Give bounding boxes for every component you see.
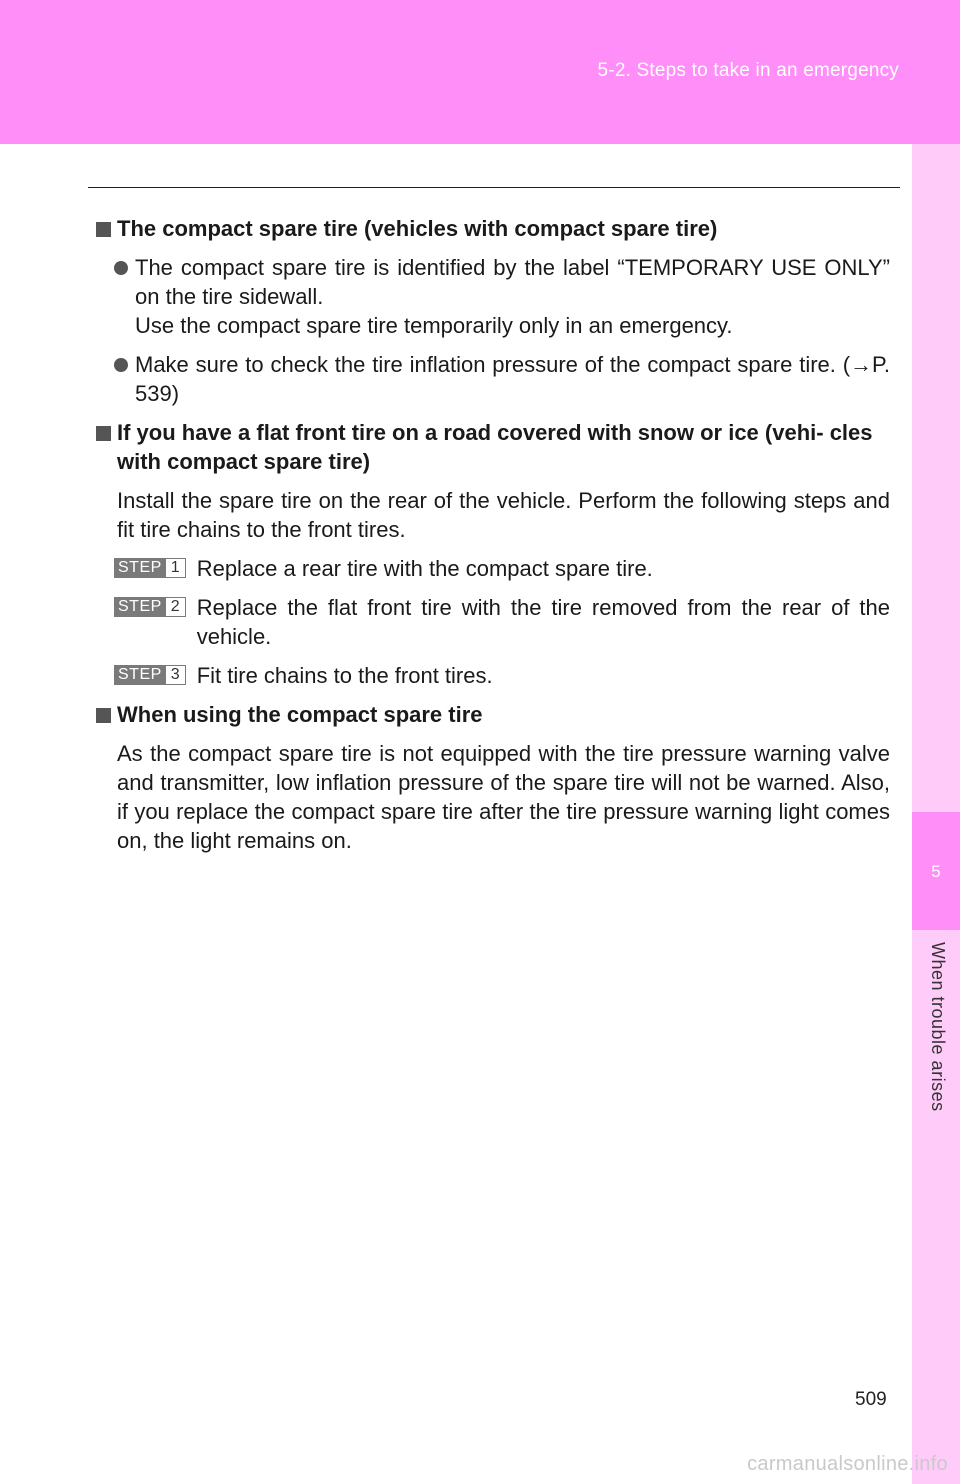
circle-bullet-icon [114,261,128,275]
header-title: 5-2. Steps to take in an emergency [597,60,899,81]
page-content [96,214,890,865]
step-badge [114,597,186,617]
step-text: Replace the flat front tire with the tire removed from the rear of the vehicle. [196,595,890,649]
step-label: STEP [114,597,166,617]
step-number: 3 [166,665,186,685]
step-item-1 [114,554,890,583]
bullet-line: Use the compact spare tire temporarily only in an emergency. [135,313,733,338]
paragraph: As the compact spare tire is not equipped with the tire pressure warning valve and transmitter, low inflation pressure of the spare tire will not be warned. Also, if you replace the compact spare tire after the tire pressure warning light comes on, the light remains on. [117,741,890,853]
step-label: STEP [114,665,166,685]
side-tab-label: When trouble arises [928,942,948,1112]
page-number: 509 [855,1389,887,1410]
square-bullet-icon [96,708,111,723]
section-title-flat-front-tire [96,418,890,476]
square-bullet-icon [96,222,111,237]
step-number: 2 [166,597,186,617]
bullet-item [114,350,890,408]
section-title-compact-spare [96,214,890,243]
section-title-text: If you have a flat front tire on a road covered with snow or ice (vehi- cles with compact spare tire) [117,420,873,474]
paragraph: Install the spare tire on the rear of the vehicle. Perform the following steps and fit tire chains to the front tires. [117,488,890,542]
step-label: STEP [114,558,166,578]
bullet-text [135,253,890,340]
side-tab-number: 5 [931,862,941,881]
section-title-using-compact-spare [96,700,890,729]
step-badge [114,665,186,685]
square-bullet-icon [96,426,111,441]
step-item-3 [114,661,890,690]
step-item-2 [114,593,890,651]
step-text: Fit tire chains to the front tires. [196,663,493,688]
bullet-item [114,253,890,340]
step-badge [114,558,186,578]
watermark: carmanualsonline.info [747,1453,948,1475]
bullet-line: The compact spare tire is identified by the label “TEMPORARY USE ONLY” on the tire sidewall. [135,255,890,309]
step-text: Replace a rear tire with the compact spare tire. [196,556,653,581]
section-title-text: The compact spare tire (vehicles with compact spare tire) [117,216,718,241]
circle-bullet-icon [114,358,128,372]
step-number: 1 [166,558,186,578]
section-title-text: When using the compact spare tire [117,702,483,727]
top-rule [88,187,900,188]
bullet-text: Make sure to check the tire inflation pressure of the compact spare tire. (→P. 539) [135,352,890,406]
